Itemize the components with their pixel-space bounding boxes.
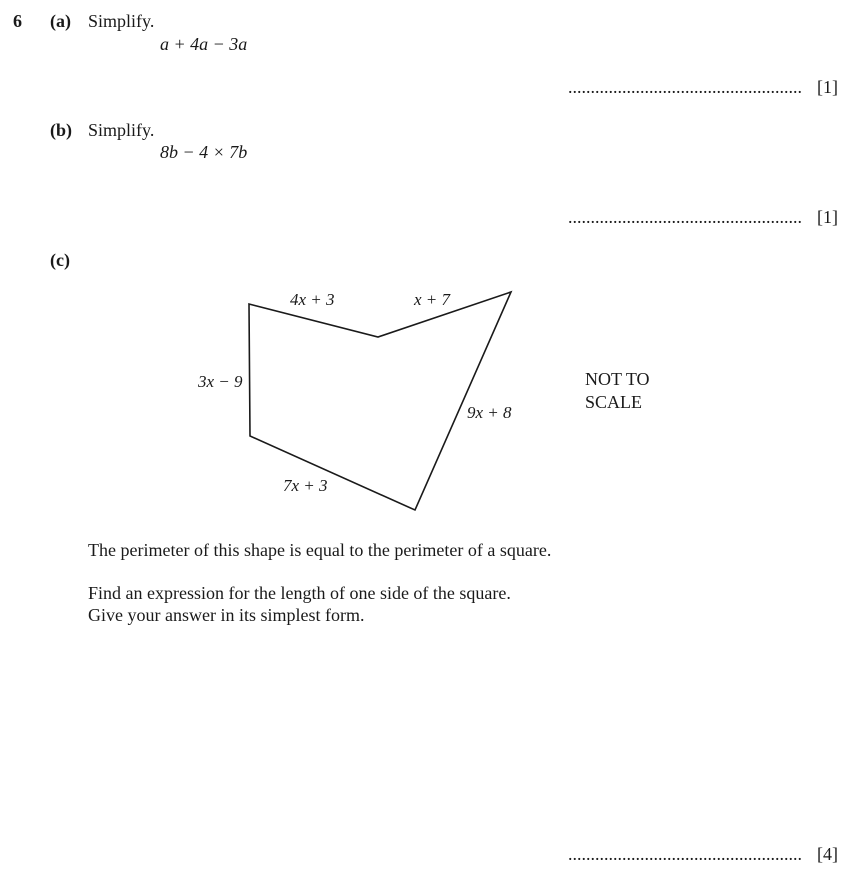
part-a-expression: a + 4a − 3a — [160, 34, 248, 54]
question-number: 6 — [13, 11, 22, 31]
scale-note-line2: SCALE — [585, 392, 643, 412]
part-c-label: (c) — [50, 250, 70, 270]
label-bottom-side: 7x + 3 — [283, 476, 328, 495]
part-a-label: (a) — [50, 11, 71, 31]
part-b-expression: 8b − 4 × 7b — [160, 142, 248, 162]
part-b-instruction: Simplify. — [88, 120, 155, 140]
label-right-side: 9x + 8 — [467, 403, 512, 422]
part-c-text-3: Give your answer in its simplest form. — [88, 605, 365, 625]
part-c-answer-line[interactable]: .................................................... — [568, 844, 802, 864]
part-a-instruction: Simplify. — [88, 11, 155, 31]
part-c-marks: [4] — [817, 844, 838, 864]
part-b-marks: [1] — [817, 207, 838, 227]
part-c-text-2: Find an expression for the length of one side of the square. — [88, 583, 511, 603]
part-a-answer-line[interactable]: .................................................... — [568, 77, 802, 97]
scale-note-line1: NOT TO — [585, 369, 650, 389]
label-top-right-side: x + 7 — [414, 290, 451, 309]
label-left-side: 3x − 9 — [198, 372, 243, 391]
part-b-label: (b) — [50, 120, 72, 140]
part-c-text-1: The perimeter of this shape is equal to the perimeter of a square. — [88, 540, 552, 560]
label-top-left-side: 4x + 3 — [290, 290, 335, 309]
part-b-answer-line[interactable]: .................................................... — [568, 207, 802, 227]
part-a-marks: [1] — [817, 77, 838, 97]
